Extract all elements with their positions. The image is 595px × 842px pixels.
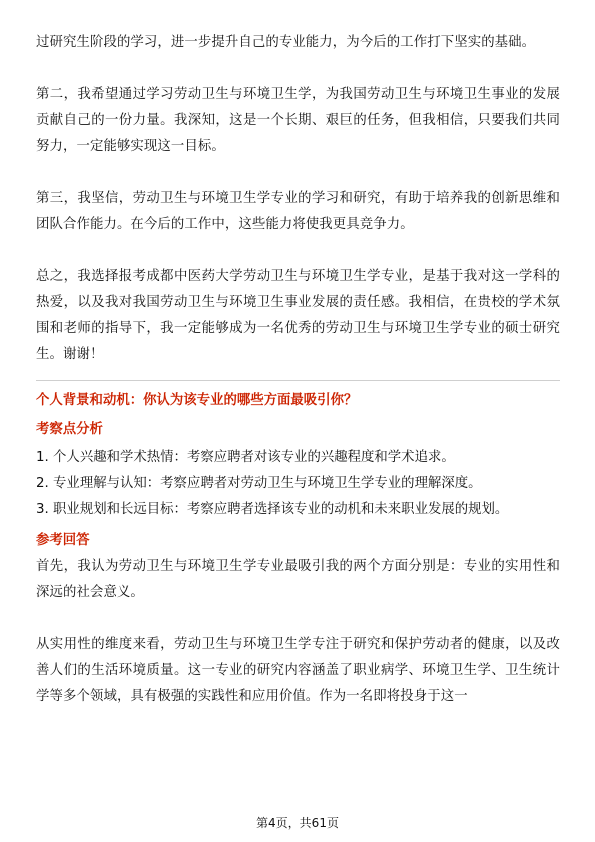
answer-heading: 参考回答 [36,533,90,548]
paragraph-conclusion: 总之，我选择报考成都中医药大学劳动卫生与环境卫生学专业，是基于我对这一学科的热爱，以及我对我国劳动卫生与环境卫生事业发展的责任感。我相信，在贵校的学术氛围和老师的指导下，我一定能够成为一名优秀的劳动卫生与环境卫生学专业的硕士研究生。谢谢！ [36,269,560,362]
section-divider [36,380,560,381]
analysis-item: 3. 职业规划和长远目标：考察应聘者选择该专业的动机和未来职业发展的规划。 [36,502,509,517]
paragraph-continuation: 过研究生阶段的学习，进一步提升自己的专业能力，为今后的工作打下坚实的基础。 [36,35,536,50]
paragraph-second-point: 第二，我希望通过学习劳动卫生与环境卫生学，为我国劳动卫生与环境卫生事业的发展贡献自己的一份力量。我深知，这是一个长期、艰巨的任务，但我相信，只要我们共同努力，一定能够实现这一目标。 [36,87,560,154]
paragraph-third-point: 第三，我坚信，劳动卫生与环境卫生学专业的学习和研究，有助于培养我的创新思维和团队合作能力。在今后的工作中，这些能力将使我更具竞争力。 [36,191,560,232]
answer-paragraph: 首先，我认为劳动卫生与环境卫生学专业最吸引我的两个方面分别是：专业的实用性和深远的社会意义。 [36,559,560,600]
analysis-heading: 考察点分析 [36,422,103,437]
analysis-item: 2. 专业理解与认知：考察应聘者对劳动卫生与环境卫生学专业的理解深度。 [36,476,482,491]
page-number: 第4页，共61页 [256,816,339,830]
analysis-item: 1. 个人兴趣和学术热情：考察应聘者对该专业的兴趣程度和学术追求。 [36,450,455,465]
document-page [36,0,560,710]
question-title: 个人背景和动机：你认为该专业的哪些方面最吸引你？ [36,393,358,408]
analysis-list [36,445,560,523]
answer-paragraph: 从实用性的维度来看，劳动卫生与环境卫生学专注于研究和保护劳动者的健康，以及改善人们的生活环境质量。这一专业的研究内容涵盖了职业病学、环境卫生学、卫生统计学等多个领域，具有极强的实践性和应用价值。作为一名即将投身于这一 [36,637,560,704]
